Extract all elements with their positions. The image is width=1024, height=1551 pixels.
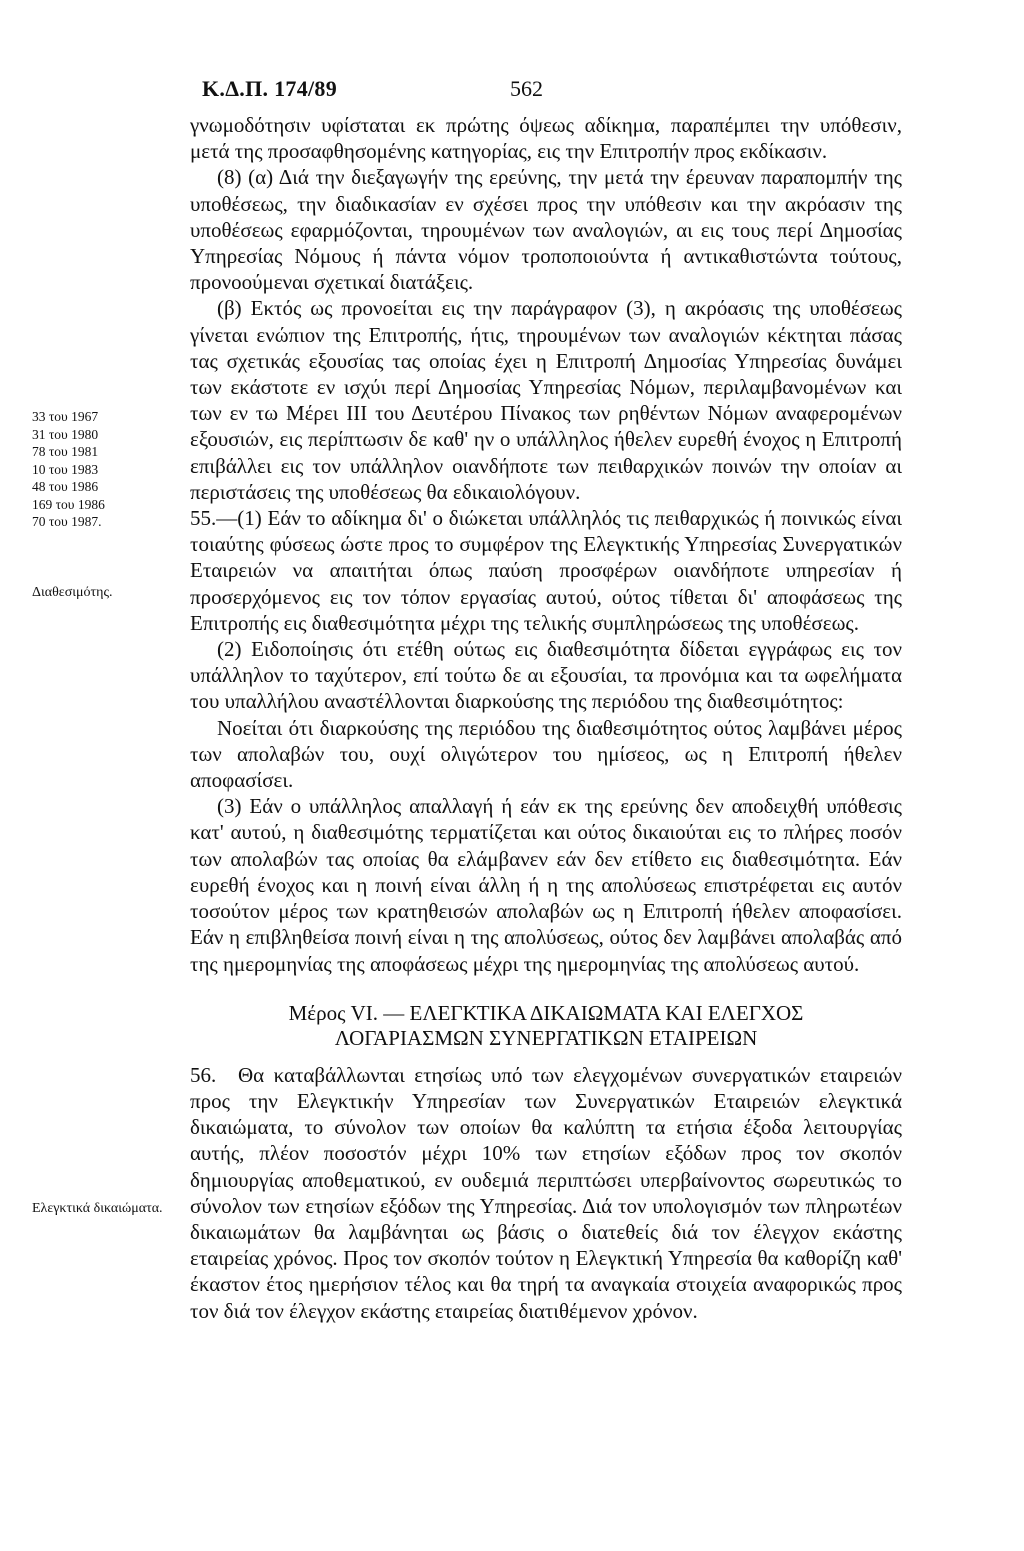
part-6-heading-line-2: ΛΟΓΑΡΙΑΣΜΩΝ ΣΥΝΕΡΓΑΤΙΚΩΝ ΕΤΑΙΡΕΙΩΝ (334, 1025, 758, 1050)
article-55-paragraph-1: 55.—(1) Εάν το αδίκημα δι' ο διώκεται υπάλληλός τις πειθαρχικώς ή ποινικώς είναι τοιαύτης φύσεως ώστε προς το συμφέρον της Ελεγκτικής Υπηρεσίας Συνεργατικών Εταιρειών να απαιτήται όπως παύση προσφέρων οιανδήποτε υπηρεσίαν ή προσερχόμενος εις τον τόπον εργασίας αυτού, ούτος τίθεται δι' αποφάσεως της Επιτροπής εις διαθεσιμότητα μέχρι της τελικής συμπληρώσεως της υποθέσεως. (190, 506, 902, 635)
margin-reference: 70 του 1987. (32, 514, 102, 529)
article-56-number: 56. (190, 1062, 217, 1087)
part-6-heading (190, 1001, 902, 1051)
margin-reference: 10 του 1983 (32, 461, 99, 477)
margin-note-art56: Ελεγκτικά δικαιώματα. (32, 1201, 163, 1216)
paragraph-continuation: γνωμοδότησιν υφίσταται εκ πρώτης όψεως αδίκημα, παραπέμπει την υπόθεσιν, μετά της προσαφθησομένης κατηγορίας, εις την Επιτροπήν προς εκδίκασιν. (190, 113, 902, 164)
part-6-heading-line-1: Μέρος VI. — ΕΛΕΓΚΤΙΚΑ ΔΙΚΑΙΩΜΑΤΑ ΚΑΙ ΕΛΕΓΧΟΣ (288, 1000, 804, 1025)
margin-law-references (32, 408, 182, 531)
margin-note-art55: Διαθεσιμότης. (32, 585, 113, 600)
margin-reference: 78 του 1981 (32, 444, 99, 459)
margin-reference: 33 του 1967 (32, 409, 99, 424)
article-56-paragraph (190, 1062, 902, 1324)
margin-reference: 31 του 1980 (32, 426, 99, 442)
article-55-paragraph-2: (2) Ειδοποίησις ότι ετέθη ούτως εις διαθεσιμότητα δίδεται εγγράφως εις τον υπάλληλον το ταχύτερον, επί τούτω δε αι εξουσίαι, τα προνόμια και τα ωφελήματα του υπαλλήλου αναστέλλονται διαρκούσης της περιόδου της διαθεσιμότητος: (190, 637, 902, 714)
margin-reference: 48 του 1986 (32, 479, 99, 494)
document-reference: Κ.Δ.Π. 174/89 (202, 76, 338, 101)
page-number: 562 (510, 76, 543, 101)
article-56-text: Θα καταβάλλωνται ετησίως υπό των ελεγχομένων συνεργατικών εταιρειών προς την Ελεγκτικήν Υπηρεσίαν των Συνεργατικών Εταιρειών ελεγκτικά δικαιώματα, το σύνολον των οποίων θα καλύπτη τα ετήσια έξοδα λειτουργίας αυτής, πλέον ποσοστόν μέχρι 10% των ετησίων εξόδων προς τον σκοπόν δημιουργίας αποθεματικού, εν ουδεμιά περιπτώσει υπερβαίνοντος σωρευτικώς το σύνολον των ετησίων εξόδων της Υπηρεσίας. Διά τον υπολογισμόν των πληρωτέων δικαιωμάτων θα λαμβάνηται ως βάσις ο διατεθείς διά τον έλεγχον εκάστης εταιρείας χρόνος. Προς τον σκοπόν τούτον η Ελεγκτική Υπηρεσία θα καθορίζη καθ' έκαστον έτος ημερήσιον τέλος και θα τηρή τα αναγκαία στοιχεία αναφορικώς προς τον διά τον έλεγχον εκάστης εταιρείας διατιθέμενον χρόνον. (190, 1062, 902, 1323)
article-55-paragraph-3: (3) Εάν ο υπάλληλος απαλλαγή ή εάν εκ της ερεύνης δεν αποδειχθή υπόθεσις κατ' αυτού, η διαθεσιμότης τερματίζεται και ούτος δικαιούται εις το πλήρες ποσόν των απολαβών τας οποίας θα ελάμβανεν εάν δεν ετίθετο εις διαθεσιμότητα. Εάν ευρεθή ένοχος και η ποινή είναι άλλη ή η της απολύσεως επιστρέφεται εις αυτόν τοσούτον μέρος των κρατηθεισών απολαβών ως η Επιτροπή ήθελεν αποφασίσει. Εάν η επιβληθείσα ποινή είναι η της απολύσεως, ούτος δεν λαμβάνει απολαβάς από της ημερομηνίας της αποφάσεως μέχρι της ημερομηνίας της απολύσεως αυτού. (190, 794, 902, 976)
article-55-proviso: Νοείται ότι διαρκούσης της περιόδου της διαθεσιμότητος ούτος λαμβάνει μέρος των απολαβών του, ουχί ολιγώτερον του ημίσεος, ως η Επιτροπή ήθελεν αποφασίσει. (190, 715, 902, 793)
paragraph-8a: (8) (α) Διά την διεξαγωγήν της ερεύνης, την μετά την έρευναν παραπομπήν της υποθέσεως, την διαδικασίαν εν σχέσει προς την υπόθεσιν και την ακρόασιν της υποθέσεως εφαρμόζονται, τηρουμένων των αναλογιών, αι εις τους περί Δημοσίας Υπηρεσίας Νόμους ή πάντα νόμον τροποποιούντα ή αντικαθιστώντα τούτους, προνοούμεναι σχετικαί διατάξεις. (190, 165, 902, 295)
page-body (190, 112, 902, 1324)
paragraph-8b: (β) Εκτός ως προνοείται εις την παράγραφον (3), η ακρόασις της υποθέσεως γίνεται ενώπιον της Επιτροπής, ήτις, τηρουμένων των αναλογιών κέκτηται πάσας τας σχετικάς εξουσίας τας οποίας έχει η Επιτροπή Δημοσίας Υπηρεσίας δυνάμει των εκάστοτε εν ισχύι περί Δημοσίας Υπηρεσίας Νόμων, περιλαμβανομένων και των εν τω Μέρει ΙΙΙ του Δευτέρου Πίνακος των ρηθέντων Νόμων αναφερομένων εξουσιών, εις περίπτωσιν δε καθ' ην ο υπάλληλος ήθελεν ευρεθή ένοχος η Επιτροπή επιβάλλει εις τον υπάλληλον οιανδήποτε των πειθαρχικών ποινών την οποίαν αι περιστάσεις της υποθέσεως θα εδικαιολόγουν. (190, 296, 902, 504)
margin-reference: 169 του 1986 (32, 496, 105, 512)
